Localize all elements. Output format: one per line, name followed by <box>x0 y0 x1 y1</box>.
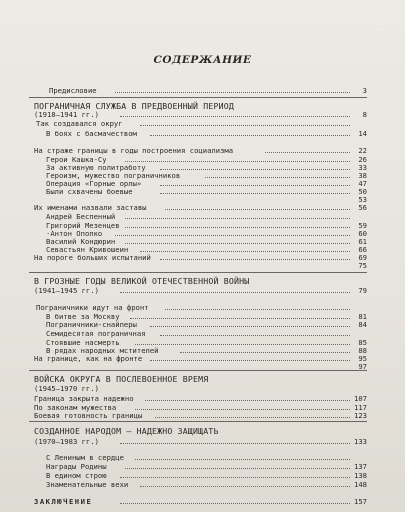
toc-page-number: 22 <box>358 146 367 155</box>
toc-entry-title: Василий Кондюрин <box>46 237 116 246</box>
toc-entry-title: Граница закрыта надежно <box>34 394 134 403</box>
toc-entry-title: Пограничники-снайперы <box>46 320 137 329</box>
dot-leader <box>125 462 350 469</box>
toc-section-heading <box>0 276 405 286</box>
toc-entry-title: ·Антон Опопко <box>46 229 103 238</box>
section-divider <box>29 272 367 273</box>
toc-entry-title: Андрей Беспенный <box>46 212 116 221</box>
dot-leader <box>125 221 350 228</box>
toc-page-number: 95 <box>358 354 367 363</box>
toc-entry-title: На пороге больших испытаний <box>34 253 151 262</box>
dot-leader <box>150 129 350 136</box>
dot-leader <box>140 480 350 487</box>
dot-leader <box>135 338 350 345</box>
dot-leader <box>135 453 350 460</box>
toc-page-number: 69 <box>358 253 367 262</box>
toc-page-number: 61 <box>358 237 367 246</box>
toc-entry <box>0 437 405 447</box>
toc-page-number: 66 <box>358 245 367 254</box>
toc-page-number: 85 <box>358 338 367 347</box>
toc-entry-title: В едином строю <box>46 471 107 480</box>
toc-entry-title: Знаменательные вехи <box>46 480 129 489</box>
dot-leader <box>130 312 350 319</box>
toc-entry <box>0 86 405 96</box>
dot-leader <box>140 119 350 126</box>
toc-page-number: 38 <box>358 171 367 180</box>
dot-leader <box>140 245 350 252</box>
dot-leader <box>160 187 350 194</box>
toc-entry-title: ВОЙСКА ОКРУГА В ПОСЛЕВОЕННОЕ ВРЕМЯ <box>34 374 209 384</box>
toc-page-number: 14 <box>358 129 367 138</box>
toc-page-number: 50 <box>358 187 367 196</box>
toc-entry-title: Боевая готовность границы <box>34 411 143 420</box>
toc-page-number: 107 <box>354 394 367 403</box>
toc-entry-title: В рядах народных мстителей <box>46 346 159 355</box>
dot-leader <box>125 212 350 219</box>
dot-leader <box>265 146 350 153</box>
toc-entry <box>0 384 405 394</box>
toc-entry <box>0 261 405 271</box>
toc-page-number: 75 <box>358 261 367 270</box>
toc-section-heading <box>0 374 405 384</box>
toc-page-number: 81 <box>358 312 367 321</box>
dot-leader <box>150 354 350 361</box>
toc-entry <box>0 119 405 129</box>
toc-entry-title: Их именами назвали заставы <box>34 203 147 212</box>
dot-leader <box>205 171 350 178</box>
toc-page-number: 88 <box>358 346 367 355</box>
dot-leader <box>120 471 350 478</box>
dot-leader <box>160 253 350 260</box>
section-divider <box>29 370 367 371</box>
toc-page-number: 133 <box>354 437 367 446</box>
section-divider <box>29 97 367 98</box>
toc-page-number: 148 <box>354 480 367 489</box>
toc-entry-title: (1945—1970 гг.) <box>34 384 99 393</box>
dot-leader <box>135 403 350 410</box>
toc-page-number: 56 <box>358 203 367 212</box>
toc-page-number: 84 <box>358 320 367 329</box>
toc-page-number: 3 <box>362 86 367 95</box>
dot-leader <box>150 320 350 327</box>
toc-entry-title: В битве за Москву <box>46 312 120 321</box>
dot-leader <box>115 86 350 93</box>
toc-entry-title: На границе, как на фронте <box>34 354 143 363</box>
toc-section-heading <box>0 426 405 436</box>
toc-entry <box>0 497 405 507</box>
dot-leader <box>120 110 350 117</box>
toc-page-number: 117 <box>354 403 367 412</box>
toc-page-number: 53 <box>358 195 367 204</box>
toc-page-number: 97 <box>358 362 367 371</box>
dot-leader <box>125 155 350 162</box>
toc-page-number: 123 <box>354 411 367 420</box>
toc-page-number: 60 <box>358 229 367 238</box>
toc-entry-title: На страже границы в годы построения социализма <box>34 146 234 155</box>
dot-leader <box>125 237 350 244</box>
toc-entry-title: По законам мужества <box>34 403 117 412</box>
toc-page-number: 8 <box>362 110 367 119</box>
toc-entry <box>0 480 405 490</box>
toc-entry-title: Григорий Мезенцев <box>46 221 120 230</box>
section-divider <box>29 421 367 422</box>
toc-page-number: 137 <box>354 462 367 471</box>
toc-entry-title: (1970—1983 гг.) <box>34 437 99 446</box>
toc-page-number: 157 <box>354 497 367 506</box>
toc-entry-title: Награды Родины <box>46 462 107 471</box>
toc-page-number: 79 <box>358 286 367 295</box>
dot-leader <box>155 411 350 418</box>
dot-leader <box>160 163 350 170</box>
dot-leader <box>115 229 350 236</box>
dot-leader <box>165 303 350 310</box>
toc-entry-title: Были схвачены боевые <box>46 187 133 196</box>
dot-leader <box>145 394 350 401</box>
dot-leader <box>120 497 350 504</box>
toc-entry-title: За активную политработу <box>46 163 146 172</box>
toc-entry-title: (1918—1941 гг.) <box>34 110 99 119</box>
toc-page-number: 33 <box>358 163 367 172</box>
dot-leader <box>160 179 350 186</box>
toc-entry-title: Предисловие <box>49 86 97 95</box>
toc-page-number: 138 <box>354 471 367 480</box>
toc-entry-title: Семидесятая пограничная <box>46 329 146 338</box>
dot-leader <box>160 329 350 336</box>
page-title: СОДЕРЖАНИЕ <box>153 54 252 66</box>
toc-entry <box>0 286 405 296</box>
toc-entry-title: Героизм, мужество пограничников <box>46 171 181 180</box>
toc-entry-title: С Лениным в сердце <box>46 453 124 462</box>
toc-entry-title: Стоявшие насмерть <box>46 338 120 347</box>
toc-entry-title: В боях с басмачеством <box>46 129 137 138</box>
dot-leader <box>120 286 350 293</box>
toc-entry-title: ПОГРАНИЧНАЯ СЛУЖБА В ПРЕДВОЕННЫЙ ПЕРИОД <box>34 101 235 111</box>
toc-entry-title: Герои Кашка-Су <box>46 155 107 164</box>
toc-entry-title: СОЗДАННОЕ НАРОДОМ — НАДЕЖНО ЗАЩИЩАТЬ <box>34 426 219 436</box>
toc-page-number: 26 <box>358 155 367 164</box>
toc-page-number: 47 <box>358 179 367 188</box>
dot-leader <box>165 203 350 210</box>
toc-entry-title: (1941—1945 гг.) <box>34 286 99 295</box>
toc-entry-title: В ГРОЗНЫЕ ГОДЫ ВЕЛИКОЙ ОТЕЧЕСТВЕННОЙ ВОЙНЫ <box>34 276 250 286</box>
toc-page-number: 59 <box>358 221 367 230</box>
toc-entry <box>0 129 405 139</box>
toc-entry-title: Севастьян Кривошеин <box>46 245 129 254</box>
toc-entry-title: Так создавался округ <box>36 119 123 128</box>
toc-entry <box>0 411 405 421</box>
toc-entry-title: Пограничники идут на фронт <box>36 303 149 312</box>
dot-leader <box>120 437 350 444</box>
toc-entry-title: Операция «Горные орлы» <box>46 179 142 188</box>
dot-leader <box>180 346 350 353</box>
toc-entry-title: ЗАКЛЮЧЕНИЕ <box>34 497 93 506</box>
